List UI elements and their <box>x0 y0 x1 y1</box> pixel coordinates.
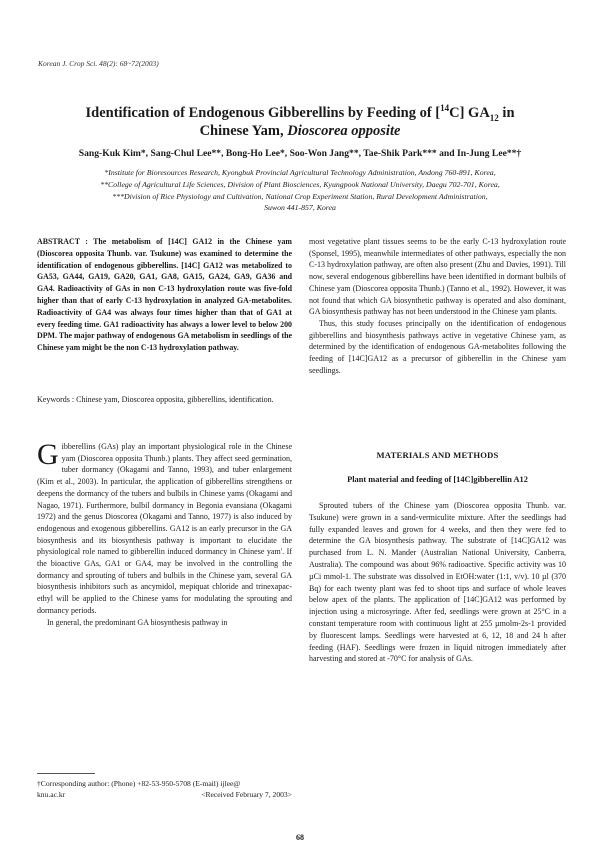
body-paragraph: most vegetative plant tissues seems to be the early C-13 hydroxylation route (Sponsel, 1995), meanwhile intermediates of other pathways, especially the non C-13 hydroxylation pathway, are often also present (Zhu and Davies, 1991). Till now, several endogenous gibberellins have been identified in dormant bulbils of Chinese yam (Dioscorea opposita Thunb.) (Tanno et al., 1992). However, it was not found that which GA biosynthetic pathway is operated and also dominant, GA biosynthesis pathway has not been understood in the Chinese yam plants. <box>309 237 566 317</box>
body-column-right <box>309 236 566 376</box>
section-heading: MATERIALS AND METHODS <box>376 450 499 460</box>
journal-citation: Korean J. Crop Sci. 48(2): 68~72(2003) <box>38 59 159 68</box>
abstract: ABSTRACT : The metabolism of [14C] GA12 in the Chinese yam (Dioscorea opposita Thunb. var. Tsukune) was examined to determine the identification of endogenous gibberellins. [14C] GA12 was metabolized to GA53, GA44, GA19, GA20, GA1, GA8, GA15, GA24, GA9, GA36 and GA4. Radioactivity of GAs in non C-13 hydroxylation route was five-fold higher than that of early C-13 hydroxylation in analyzed GA-metabolites. Radioactivity of GA4 was always four times higher than that of GA1 at every feeding time. GA1 radioactivity has always a lower level to below 200 DPM. The major pathway of endogenous GA metabolism in seedlings of the Chinese yam might be the non C-13 hydroxylation pathway. <box>37 237 292 353</box>
affiliation-line: Suwon 441-857, Korea <box>264 203 336 213</box>
affiliation-line: *Institute for Bioresources Research, Kyongbuk Provincial Agricultural Technology Administration, Andong 760-891, Korea, <box>104 168 496 177</box>
footnote-corresponding: †Corresponding author: (Phone) +82-53-950-5708 (E-mail) ijlee@ <box>37 779 241 788</box>
body-paragraph: In general, the predominant GA biosynthesis pathway in <box>47 617 228 627</box>
body-paragraph: Thus, this study focuses principally on the identification of endogenous gibberellins and biosynthesis pathways active in vegetative Chinese yam, as determined by the identification of endogenous GA-metabolites following the feeding of [14C]GA12 as a precursor of gibberellin in the Chinese yam seedlings. <box>309 318 566 375</box>
body-column-left <box>37 438 292 628</box>
paper-title <box>30 104 570 140</box>
title-line-2: Chinese Yam, Dioscorea opposite <box>199 123 401 139</box>
methods-text <box>309 500 566 665</box>
subsection-heading: Plant material and feeding of [14C]gibberellin A12 <box>347 475 528 484</box>
keywords: Keywords : Chinese yam, Dioscorea opposita, gibberellins, identification. <box>37 395 274 404</box>
received-date: <Received February 7, 2003> <box>201 790 292 799</box>
body-paragraph: Sprouted tubers of the Chinese yam (Dioscorea opposita Thunb. var. Tsukune) were grown in a sand-vermiculite mixture. After the seedlings had fully expanded leaves and grown for 4 weeks, and then they were fed to determine the GA biosynthesis pathway. The substrate of [14C]GA12 was purchased from L. N. Mander (Australian National University, Canberra, Australia). The compound was about 96% radioactive. Specific activity was 10 µCi mmol-1. The substrate was dissolved in EtOH:water (1:1, v/v). 10 µl (370 Bq) for each twenty plant was fed to shoot tips and surface of whole leaves below apex of the plants. The application of [14C]GA12 was performed by injection using a microsyringe. After fed, seedlings were grown at 25°C in a constant temperature room with continuous light at 255 µmolm-2s-1 provided by fluorescent lamps. Seedlings were harvested at 6, 12, 18 and 24 h after feeding (HAF). Seedlings were frozen in liquid nitrogen immediately after harvesting and stored at -70°C for analysis of GAs. <box>309 501 566 664</box>
affiliation-line: **College of Agricultural Life Sciences, Division of Plant Biosciences, Kyungpook National University, Daegu 702-701, Korea, <box>100 179 500 189</box>
affiliation-line: ***Division of Rice Physiology and Cultivation, National Crop Experiment Station, Rural Development Administration, <box>112 191 488 201</box>
author-list: Sang-Kuk Kim*, Sang-Chul Lee**, Bong-Ho Lee*, Soo-Won Jang**, Tae-Shik Park*** and In-Jung Lee**† <box>78 148 522 159</box>
affiliations <box>30 167 570 214</box>
page-number: 68 <box>296 833 304 842</box>
intro-paragraph: Gibberellins (GAs) play an important physiological role in the Chinese yam (Dioscorea opposita Thunb.) plants. They affect seed germination, tuber dormancy (Okagami and Tanno, 1993), and tuber enlargement (Kim et al., 2003). In particular, the application of gibberellins strengthens or deepens the dormancy of the tubers and bulbils in Chinese yams (Okagami and Nagao, 1971). Furthermore, bulbil dormancy in Begonia evansiana (Okagami 1972) and the genus Dioscorea (Okagami and Tanno, 1977) is also induced by endogenous and exogenous gibberellins. GA12 is an early precursor in the GA biosynthesis and its biosynthesis pathway is important to elucidate the physiological role named to gibberellin induced dormancy in Chinese yam'. If the bioactive GAs, GA1 or GA4, may be involved in the controlling the dormancy and sprouting of tubers and bulbils in the Chinese yam, several GA biosynthesis inhibitors such as ancymidol, mepiquat chloride and trinexapac-ethyl will be applied to the Chinese yams for modulating the sprouting and dormancy periods. <box>37 438 292 615</box>
footnote-divider <box>37 773 95 774</box>
footnote-email-domain: knu.ac.kr <box>37 790 66 799</box>
footnote <box>37 778 292 800</box>
drop-cap: G <box>37 438 59 471</box>
title-line-1: Identification of Endogenous Gibberellins by Feeding of [$^{14}$C] $GA_{12}$ in <box>85 103 515 123</box>
